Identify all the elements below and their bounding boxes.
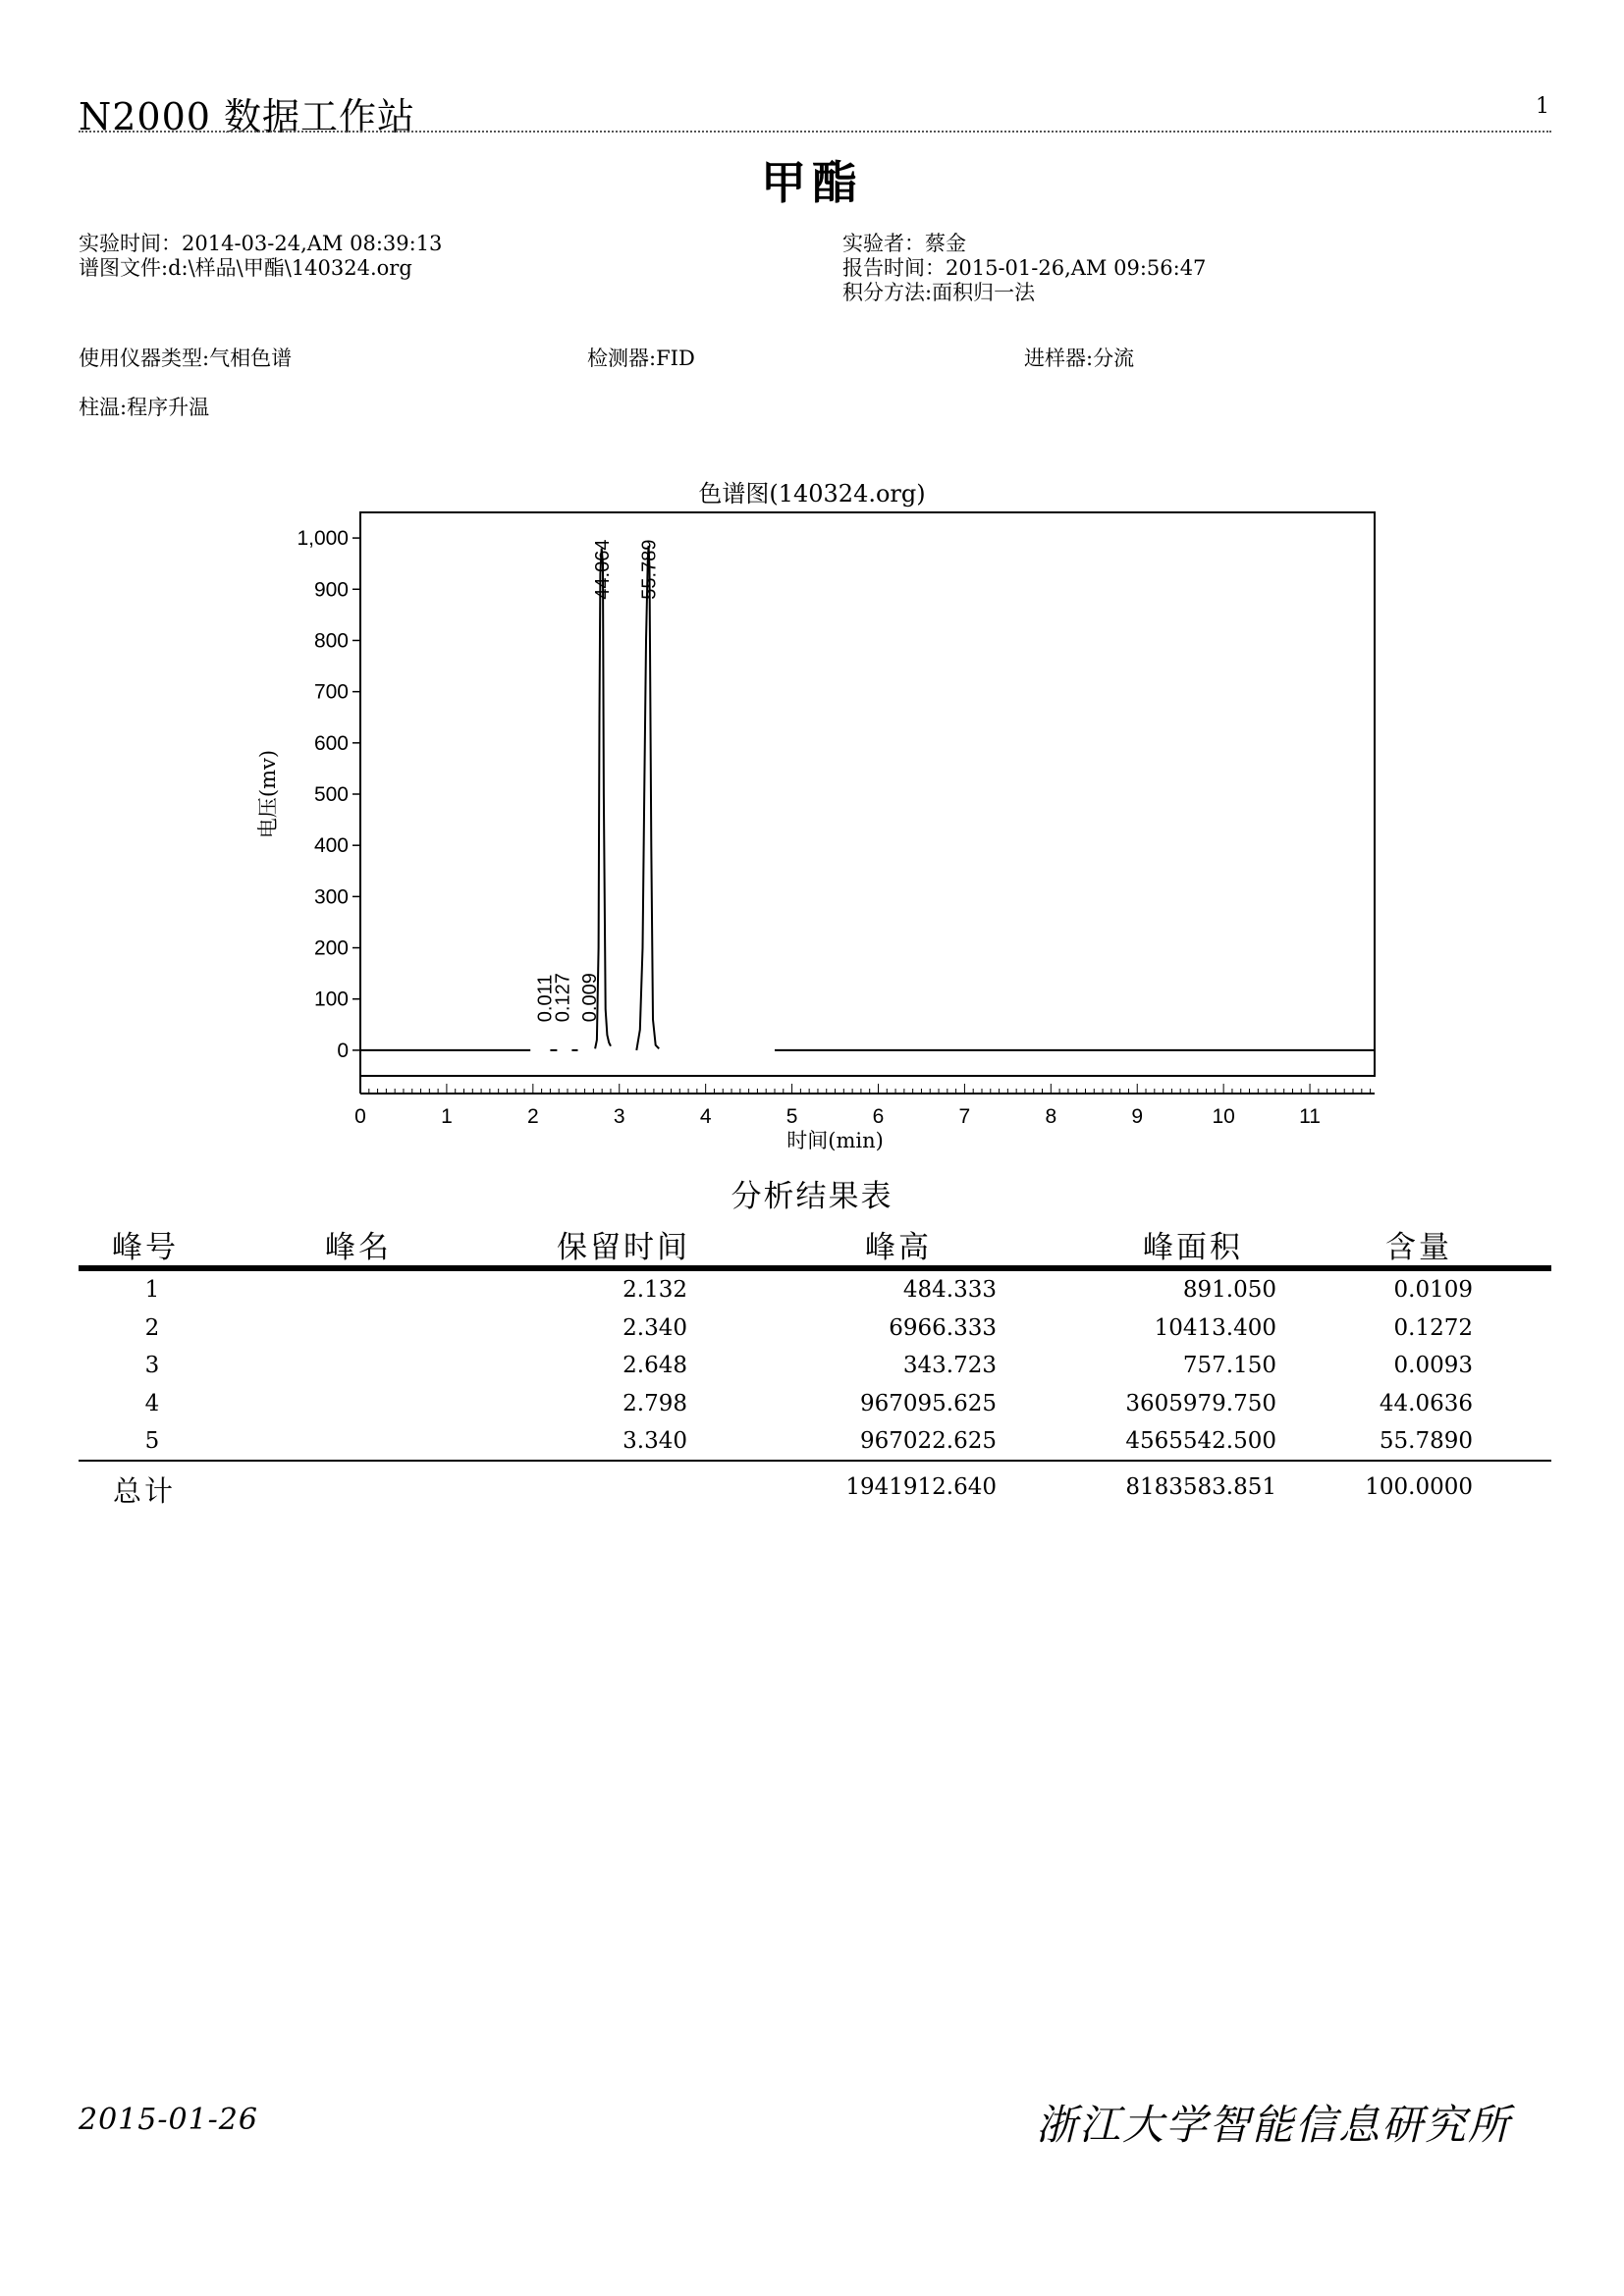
cell-peak-no: 2 xyxy=(144,1314,160,1341)
peak-annotation: 0.127 xyxy=(552,973,574,1023)
chromatogram-chart xyxy=(255,501,1394,1153)
y-tick-label: 100 xyxy=(313,988,349,1011)
chromatogram-file: 谱图文件:d:\样品\甲酯\140324.org xyxy=(79,256,412,280)
cell-peak-area: 757.150 xyxy=(1182,1353,1276,1378)
y-tick-label: 200 xyxy=(313,936,349,960)
y-axis-label: 电压(mv) xyxy=(256,749,280,839)
y-tick-label: 600 xyxy=(313,731,349,755)
cell-peak-height: 6966.333 xyxy=(889,1314,997,1341)
chart-title: 色谱图(140324.org) xyxy=(698,480,926,507)
x-tick-label: 9 xyxy=(1131,1105,1144,1128)
col-peak-no: 峰号 xyxy=(112,1230,179,1265)
total-content: 100.0000 xyxy=(1365,1474,1473,1500)
table-header-rule xyxy=(79,1265,1551,1271)
table-total-rule xyxy=(79,1460,1551,1462)
peak-annotation: 0.009 xyxy=(578,973,601,1023)
cell-content: 55.7890 xyxy=(1379,1428,1473,1454)
cell-content: 44.0636 xyxy=(1379,1390,1473,1416)
cell-content: 0.1272 xyxy=(1393,1314,1473,1341)
peak-annotation: 55.789 xyxy=(638,539,661,600)
x-tick-label: 0 xyxy=(354,1105,366,1128)
x-tick-label: 8 xyxy=(1045,1105,1057,1128)
cell-peak-area: 4565542.500 xyxy=(1125,1428,1276,1454)
total-label: 总计 xyxy=(113,1474,177,1508)
detector: 检测器:FID xyxy=(587,347,695,370)
y-tick-label: 0 xyxy=(337,1039,349,1062)
app-title: N2000 数据工作站 xyxy=(79,95,416,138)
peak-annotation: 0.011 xyxy=(534,974,557,1023)
x-tick-label: 2 xyxy=(526,1105,539,1128)
page-number: 1 xyxy=(1536,94,1549,119)
cell-peak-height: 967095.625 xyxy=(859,1390,997,1416)
total-area: 8183583.851 xyxy=(1125,1474,1276,1500)
col-retention-time: 保留时间 xyxy=(557,1230,690,1265)
y-tick-label: 900 xyxy=(313,578,349,602)
cell-peak-height: 484.333 xyxy=(902,1277,997,1303)
x-tick-label: 4 xyxy=(699,1105,712,1128)
x-tick-label: 5 xyxy=(785,1105,798,1128)
cell-retention-time: 2.132 xyxy=(623,1277,687,1303)
cell-retention-time: 2.798 xyxy=(623,1390,687,1416)
x-tick-label: 3 xyxy=(613,1105,625,1128)
experimenter: 实验者：蔡金 xyxy=(842,232,966,255)
col-content: 含量 xyxy=(1385,1230,1452,1265)
cell-retention-time: 2.340 xyxy=(623,1314,687,1341)
cell-peak-area: 3605979.750 xyxy=(1125,1390,1276,1416)
integration-method: 积分方法:面积归一法 xyxy=(842,281,1036,304)
x-tick-label: 1 xyxy=(441,1105,453,1128)
cell-peak-no: 4 xyxy=(144,1390,160,1416)
footer-date: 2015-01-26 xyxy=(79,2103,258,2137)
cell-peak-area: 891.050 xyxy=(1182,1277,1276,1303)
cell-peak-no: 1 xyxy=(144,1277,160,1303)
cell-retention-time: 3.340 xyxy=(623,1428,687,1454)
y-tick-label: 700 xyxy=(313,680,349,704)
y-tick-label: 400 xyxy=(313,834,349,858)
y-tick-label: 1,000 xyxy=(297,527,349,551)
report-title: 甲酯 xyxy=(761,156,863,209)
x-tick-label: 11 xyxy=(1299,1105,1321,1128)
column-temperature: 柱温:程序升温 xyxy=(79,396,210,419)
header-divider xyxy=(79,131,1551,133)
instrument-type: 使用仪器类型:气相色谱 xyxy=(79,347,293,370)
chromatogram-trace-segment-5 xyxy=(636,546,659,1050)
x-tick-label: 10 xyxy=(1212,1105,1235,1128)
x-axis-label: 时间(min) xyxy=(786,1129,884,1152)
cell-peak-no: 5 xyxy=(144,1428,160,1454)
y-tick-label: 300 xyxy=(313,885,349,909)
footer-organization: 浙江大学智能信息研究所 xyxy=(1036,2101,1512,2149)
report-time: 报告时间：2015-01-26,AM 09:56:47 xyxy=(842,256,1207,280)
y-tick-label: 800 xyxy=(313,629,349,653)
injector: 进样器:分流 xyxy=(1024,347,1135,370)
col-peak-name: 峰名 xyxy=(325,1230,392,1265)
cell-peak-height: 343.723 xyxy=(902,1353,997,1378)
x-tick-label: 6 xyxy=(872,1105,885,1128)
cell-content: 0.0109 xyxy=(1393,1277,1473,1303)
results-title: 分析结果表 xyxy=(731,1179,893,1214)
y-tick-label: 500 xyxy=(313,783,349,806)
cell-peak-height: 967022.625 xyxy=(859,1428,997,1454)
x-tick-label: 7 xyxy=(958,1105,971,1128)
total-height: 1941912.640 xyxy=(845,1474,997,1500)
experiment-time: 实验时间：2014-03-24,AM 08:39:13 xyxy=(79,232,443,255)
peak-annotation: 44.064 xyxy=(591,539,614,600)
cell-content: 0.0093 xyxy=(1393,1353,1473,1378)
col-peak-height: 峰高 xyxy=(865,1230,932,1265)
cell-retention-time: 2.648 xyxy=(623,1353,687,1378)
cell-peak-area: 10413.400 xyxy=(1154,1314,1276,1341)
col-peak-area: 峰面积 xyxy=(1143,1230,1243,1265)
plot-frame xyxy=(360,512,1375,1076)
cell-peak-no: 3 xyxy=(144,1353,160,1378)
